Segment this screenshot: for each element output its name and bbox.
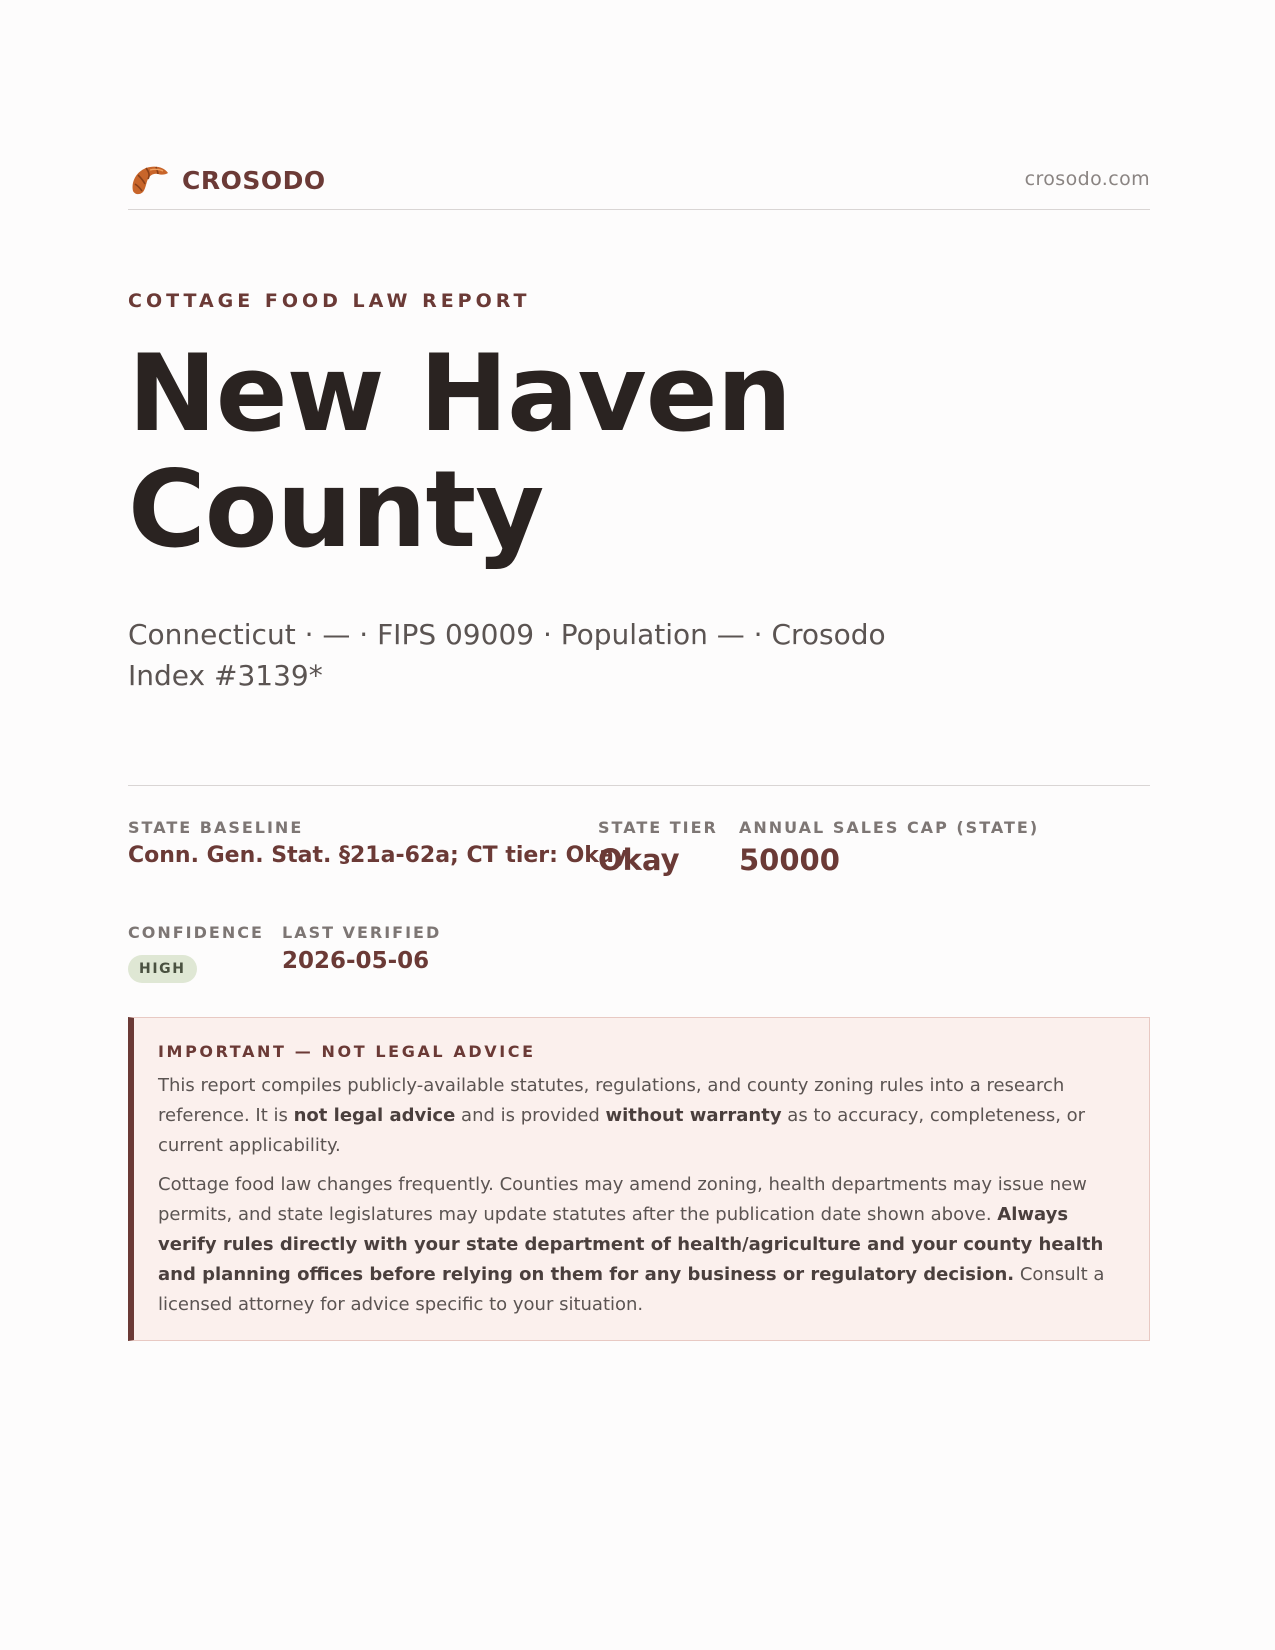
- sales-cap-label: ANNUAL SALES CAP (STATE): [739, 818, 1040, 837]
- state-baseline-label: STATE BASELINE: [128, 818, 304, 837]
- notice-p1-text-a: This report compiles publicly-available statutes, regulations, and county zoning rules into a research reference. It is: [158, 1075, 1065, 1126]
- last-verified-label: LAST VERIFIED: [282, 923, 442, 942]
- notice-p1-text-c: and is provided: [455, 1105, 606, 1126]
- state-baseline-value: Conn. Gen. Stat. §21a-62a; CT tier: Okay: [128, 843, 628, 868]
- brand-name: CROSODO: [182, 165, 326, 195]
- notice-p2-bold: Always verify rules directly with your state department of health/agriculture and your county health and planning offices before relying on them for any business or regulatory decision.: [158, 1204, 1104, 1285]
- page-header: [128, 158, 1150, 202]
- page-subtitle: Connecticut · — · FIPS 09009 · Population — · Crosodo Index #3139*: [128, 618, 886, 692]
- site-link[interactable]: crosodo.com: [1024, 168, 1150, 190]
- section-divider: [128, 785, 1150, 786]
- brand: [128, 158, 326, 202]
- notice-paragraph-2: [158, 1170, 1128, 1320]
- page-title: New Haven County: [128, 332, 792, 571]
- state-tier-value: Okay: [598, 843, 680, 877]
- notice-p2-text-a: Cottage food law changes frequently. Counties may amend zoning, health departments may issue new permits, and state legislatures may update statutes after the publication date shown above.: [158, 1174, 1087, 1225]
- notice-p1-bold-2: without warranty: [605, 1105, 782, 1126]
- legal-notice: [128, 1017, 1150, 1341]
- notice-p2-text-c: Consult a licensed attorney for advice specific to your situation.: [158, 1264, 1105, 1315]
- state-tier-label: STATE TIER: [598, 818, 718, 837]
- report-eyebrow: COTTAGE FOOD LAW REPORT: [128, 290, 531, 312]
- croissant-icon: [128, 158, 172, 202]
- notice-p1-text-d: as to accuracy, completeness, or current applicability.: [158, 1105, 1086, 1156]
- confidence-label: CONFIDENCE: [128, 923, 264, 942]
- last-verified-value: 2026-05-06: [282, 948, 430, 974]
- notice-title: IMPORTANT — NOT LEGAL ADVICE: [158, 1042, 536, 1061]
- notice-p1-bold-1: not legal advice: [293, 1105, 456, 1126]
- sales-cap-value: 50000: [739, 843, 840, 877]
- confidence-badge: HIGH: [128, 955, 197, 983]
- header-divider: [128, 209, 1150, 210]
- notice-paragraph-1: [158, 1071, 1128, 1161]
